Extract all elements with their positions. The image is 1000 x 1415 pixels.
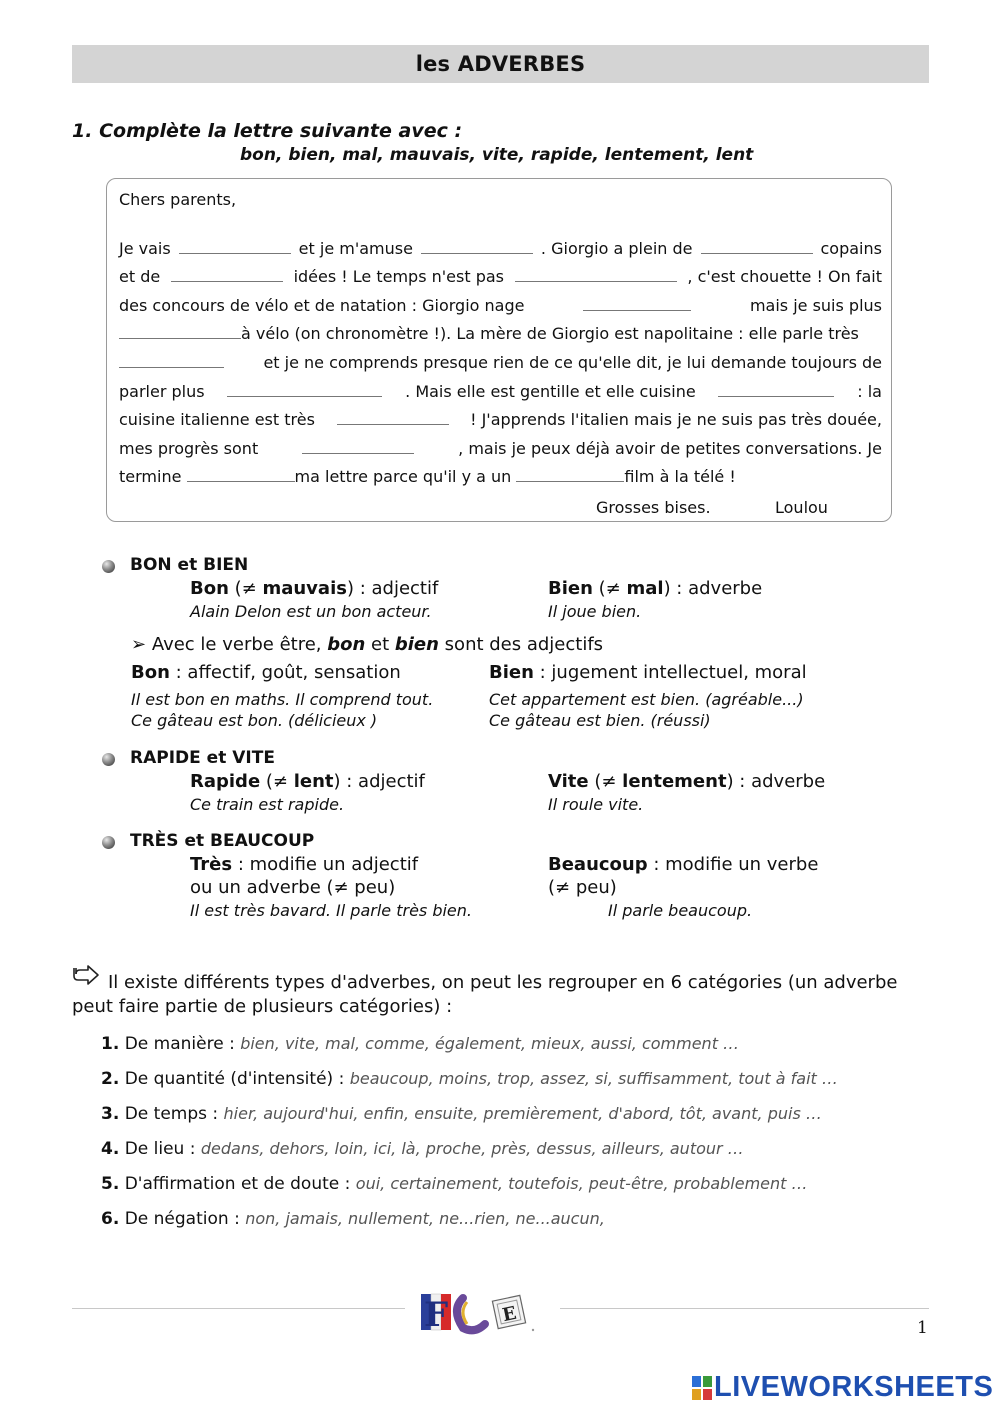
bon-definition	[190, 578, 438, 599]
text: , c'est chouette ! On fait	[687, 267, 882, 286]
text: cuisine italienne est très	[119, 410, 315, 429]
blank-input[interactable]	[227, 382, 382, 397]
letter-line-3	[119, 296, 882, 315]
liveworksheets-logo-icon	[692, 1376, 712, 1400]
text: : modifie un adjectif	[232, 854, 419, 875]
text: : la	[857, 382, 882, 401]
text: Avec le verbe être,	[146, 634, 328, 655]
category-examples: hier, aujourd'hui, enfin, ensuite, premièrement, d'abord, tôt, avant, puis …	[223, 1104, 822, 1123]
text: ) : adverbe	[726, 771, 826, 792]
term: Bon	[190, 578, 229, 599]
vite-definition	[548, 771, 825, 792]
term: Bon	[131, 662, 170, 683]
text: (≠	[228, 578, 263, 599]
exercise-word-list: bon, bien, mal, mauvais, vite, rapide, lentement, lent	[240, 145, 754, 165]
footer-divider-left	[72, 1308, 405, 1309]
tres-definition-2: ou un adverbe (≠ peu)	[190, 877, 396, 898]
text: termine	[119, 467, 182, 486]
text: et	[365, 634, 395, 655]
bullet-icon	[102, 836, 115, 849]
text: film à la télé !	[624, 467, 736, 486]
text: copains	[820, 239, 882, 258]
category-item	[101, 1104, 822, 1124]
rapide-example: Ce train est rapide.	[190, 795, 345, 814]
exercise-heading	[72, 120, 462, 142]
category-number: 4.	[101, 1139, 120, 1159]
text: (≠	[588, 771, 623, 792]
text: ! J'apprends l'italien mais je ne suis pas très douée,	[470, 410, 882, 429]
bon-usage-example-1: Il est bon en maths. Il comprend tout.	[131, 690, 434, 709]
text: Je vais	[119, 239, 171, 258]
term: Très	[190, 854, 233, 875]
category-item	[101, 1139, 744, 1159]
category-label: De négation :	[124, 1209, 240, 1229]
text: . Giorgio a plein de	[540, 239, 693, 258]
pointing-hand-icon	[72, 964, 100, 992]
term: Vite	[548, 771, 589, 792]
beaucoup-definition	[548, 854, 818, 875]
letter-signature: Loulou	[775, 498, 828, 517]
blank-input[interactable]	[583, 296, 691, 311]
text: : modifie un verbe	[647, 854, 819, 875]
category-label: De temps :	[124, 1104, 219, 1124]
letter-greeting: Chers parents,	[119, 190, 237, 209]
term: Bien	[548, 578, 593, 599]
category-number: 3.	[101, 1104, 120, 1124]
letter-line-9	[119, 467, 882, 486]
opposite: lentement	[622, 771, 727, 792]
category-examples: oui, certainement, toutefois, peut-être, probablement …	[355, 1174, 808, 1193]
exercise-number: 1.	[72, 120, 93, 142]
letter-line-4	[119, 324, 882, 343]
tres-definition	[190, 854, 418, 875]
letter-line-8	[119, 439, 882, 458]
blank-input[interactable]	[515, 267, 677, 282]
exercise-instruction: Complète la lettre suivante avec :	[99, 120, 463, 142]
text: bien	[394, 634, 439, 655]
category-number: 6.	[101, 1209, 120, 1229]
blank-input[interactable]	[337, 410, 449, 425]
bon-example: Alain Delon est un bon acteur.	[190, 602, 432, 621]
blank-input[interactable]	[119, 353, 224, 368]
text: ) : adjectif	[333, 771, 425, 792]
bien-usage-example-1: Cet appartement est bien. (agréable...)	[489, 690, 804, 709]
term: Beaucoup	[548, 854, 648, 875]
text: : affectif, goût, sensation	[169, 662, 401, 683]
intro-line-1: Il existe différents types d'adverbes, on peut les regrouper en 6 catégories (un adverbe	[108, 972, 898, 993]
logo-letter-f: F	[424, 1295, 449, 1335]
page-title: les ADVERBES	[415, 52, 586, 76]
bien-usage	[489, 662, 807, 683]
bien-example: Il joue bien.	[548, 602, 642, 621]
blank-input[interactable]	[718, 382, 834, 397]
text: ) : adverbe	[663, 578, 763, 599]
text: parler plus	[119, 382, 205, 401]
text: ) : adjectif	[346, 578, 439, 599]
blank-input[interactable]	[179, 239, 291, 254]
text: et je m'amuse	[298, 239, 413, 258]
category-label: De lieu :	[124, 1139, 196, 1159]
text: (≠	[260, 771, 294, 792]
section-heading-tres-beaucoup: TRÈS et BEAUCOUP	[130, 831, 315, 851]
intro-line-2: peut faire partie de plusieurs catégories) :	[72, 996, 453, 1017]
bon-usage	[131, 662, 401, 683]
term: Rapide	[190, 771, 261, 792]
category-item	[101, 1209, 605, 1229]
category-number: 1.	[101, 1034, 120, 1054]
text: ma lettre parce qu'il y a un	[294, 467, 512, 486]
section-heading-rapide-vite: RAPIDE et VITE	[130, 748, 275, 768]
text: à vélo (on chronomètre !). La mère de Giorgio est napolitaine : elle parle très	[241, 324, 859, 343]
bien-usage-example-2: Ce gâteau est bien. (réussi)	[489, 711, 711, 730]
text: et je ne comprends presque rien de ce qu'elle dit, je lui demande toujours de	[263, 353, 882, 372]
letter-line-1	[119, 239, 882, 258]
blank-input[interactable]	[119, 324, 241, 339]
beaucoup-example: Il parle beaucoup.	[608, 901, 753, 920]
category-number: 5.	[101, 1174, 120, 1194]
section-heading-bon-bien: BON et BIEN	[130, 555, 249, 575]
category-examples: bien, vite, mal, comme, également, mieux, aussi, comment …	[240, 1034, 740, 1053]
blank-input[interactable]	[516, 467, 624, 482]
category-examples: beaucoup, moins, trop, assez, si, suffisamment, tout à fait …	[349, 1069, 838, 1088]
rapide-definition	[190, 771, 425, 792]
category-label: D'affirmation et de doute :	[124, 1174, 351, 1194]
category-examples: dedans, dehors, loin, ici, là, proche, près, dessus, ailleurs, autour …	[200, 1139, 744, 1158]
beaucoup-definition-2: (≠ peu)	[548, 877, 617, 898]
category-label: De quantité (d'intensité) :	[124, 1069, 345, 1089]
logo-letter-e: E	[500, 1302, 519, 1327]
arrow-icon: ➢	[131, 634, 147, 655]
blank-input[interactable]	[187, 467, 295, 482]
category-item	[101, 1174, 808, 1194]
opposite: mal	[626, 578, 664, 599]
bullet-icon	[102, 753, 115, 766]
text: sont des adjectifs	[438, 634, 604, 655]
vite-example: Il roule vite.	[548, 795, 644, 814]
text: , mais je peux déjà avoir de petites conversations. Je	[458, 439, 882, 458]
text: idées ! Le temps n'est pas	[293, 267, 505, 286]
text: . Mais elle est gentille et elle cuisine	[405, 382, 696, 401]
blank-input[interactable]	[701, 239, 813, 254]
letter-closing: Grosses bises.	[596, 498, 711, 517]
letter-line-7	[119, 410, 882, 429]
bon-usage-example-2: Ce gâteau est bon. (délicieux )	[131, 711, 378, 730]
text: bon	[327, 634, 366, 655]
category-item	[101, 1034, 739, 1054]
category-number: 2.	[101, 1069, 120, 1089]
text: mes progrès sont	[119, 439, 259, 458]
blank-input[interactable]	[302, 439, 414, 454]
page-number: 1	[917, 1318, 928, 1338]
title-bar	[72, 45, 929, 83]
bullet-icon	[102, 560, 115, 573]
letter-line-6	[119, 382, 882, 401]
blank-input[interactable]	[421, 239, 533, 254]
fle-logo	[415, 1290, 555, 1336]
text: des concours de vélo et de natation : Giorgio nage	[119, 296, 525, 315]
category-item	[101, 1069, 838, 1089]
text: (≠	[592, 578, 627, 599]
bien-definition	[548, 578, 762, 599]
footer-divider-right	[560, 1308, 929, 1309]
text: : jugement intellectuel, moral	[533, 662, 807, 683]
opposite: mauvais	[262, 578, 347, 599]
blank-input[interactable]	[171, 267, 283, 282]
tres-example: Il est très bavard. Il parle très bien.	[190, 901, 472, 920]
text: et de	[119, 267, 161, 286]
text: mais je suis plus	[749, 296, 882, 315]
opposite: lent	[293, 771, 334, 792]
liveworksheets-brand[interactable]: LIVEWORKSHEETS	[714, 1371, 994, 1403]
letter-line-5	[119, 353, 882, 372]
bon-bien-note	[131, 634, 603, 655]
letter-line-2	[119, 267, 882, 286]
category-examples: non, jamais, nullement, ne...rien, ne...aucun,	[245, 1209, 605, 1228]
category-label: De manière :	[124, 1034, 235, 1054]
term: Bien	[489, 662, 534, 683]
